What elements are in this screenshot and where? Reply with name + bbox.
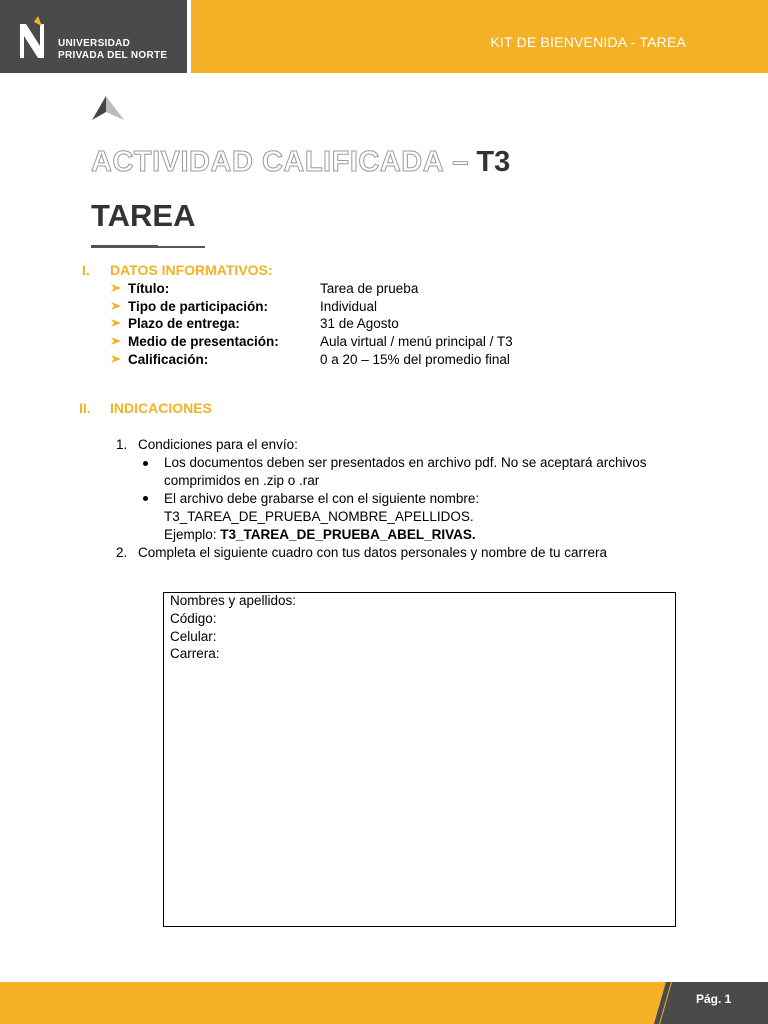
info-value: 31 de Agosto bbox=[320, 316, 399, 331]
personal-data-box bbox=[163, 592, 676, 927]
header-kit-title: KIT DE BIENVENIDA - TAREA bbox=[490, 34, 686, 50]
arrow-bullet-icon bbox=[110, 299, 122, 313]
section1-number: I. bbox=[82, 262, 90, 278]
logo-line-2: PRIVADA DEL NORTE bbox=[58, 50, 168, 61]
info-label: Título: bbox=[128, 281, 170, 296]
section2-number: II. bbox=[79, 400, 91, 416]
arrow-bullet-icon bbox=[110, 334, 122, 348]
subtitle-underline-thin bbox=[158, 246, 205, 248]
example-line bbox=[164, 527, 476, 542]
page-subtitle: TAREA bbox=[91, 198, 196, 233]
item2-text: Completa el siguiente cuadro con tus datos personales y nombre de tu carrera bbox=[138, 545, 608, 560]
item1-number: 1. bbox=[116, 437, 128, 452]
field-codigo: Código: bbox=[170, 611, 217, 626]
activity-title bbox=[91, 146, 510, 179]
info-label: Medio de presentación: bbox=[128, 334, 279, 349]
navigation-arrow-icon bbox=[90, 94, 126, 122]
example-label: Ejemplo: bbox=[164, 527, 217, 542]
activity-title-dash: – bbox=[452, 146, 469, 178]
logo-line-1: UNIVERSIDAD bbox=[58, 38, 131, 49]
info-label: Plazo de entrega: bbox=[128, 316, 240, 331]
arrow-bullet-icon bbox=[110, 352, 122, 366]
activity-code: T3 bbox=[476, 146, 511, 178]
bullet-dot-icon bbox=[143, 461, 148, 466]
info-label: Tipo de participación: bbox=[128, 299, 269, 314]
info-value: Tarea de prueba bbox=[320, 281, 419, 296]
bullet-dot-icon bbox=[143, 496, 148, 501]
section1-heading: DATOS INFORMATIVOS: bbox=[110, 262, 273, 278]
arrow-bullet-icon bbox=[110, 316, 122, 330]
item2-number: 2. bbox=[116, 545, 128, 560]
bullet1-line2: comprimidos en .zip o .rar bbox=[164, 473, 320, 488]
info-label: Calificación: bbox=[128, 352, 209, 367]
header-separator bbox=[187, 0, 191, 73]
field-celular: Celular: bbox=[170, 629, 217, 644]
bullet1-line1: Los documentos deben ser presentados en archivo pdf. No se aceptará archivos bbox=[164, 455, 647, 470]
bullet2-line2: T3_TAREA_DE_PRUEBA_NOMBRE_APELLIDOS. bbox=[164, 509, 474, 524]
section2-heading: INDICACIONES bbox=[110, 400, 212, 416]
page-number: Pág. 1 bbox=[696, 992, 732, 1006]
field-nombres: Nombres y apellidos: bbox=[170, 593, 297, 608]
activity-title-text: ACTIVIDAD CALIFICADA bbox=[91, 146, 445, 178]
arrow-bullet-icon bbox=[110, 281, 122, 295]
field-carrera: Carrera: bbox=[170, 646, 220, 661]
info-value: Aula virtual / menú principal / T3 bbox=[320, 334, 513, 349]
bullet2-line1: El archivo debe grabarse el con el siguiente nombre: bbox=[164, 491, 480, 506]
upn-logo-icon bbox=[16, 16, 52, 60]
subtitle-underline bbox=[91, 245, 158, 248]
info-value: Individual bbox=[320, 299, 378, 314]
info-value: 0 a 20 – 15% del promedio final bbox=[320, 352, 510, 367]
example-filename: T3_TAREA_DE_PRUEBA_ABEL_RIVAS. bbox=[220, 527, 476, 542]
item1-text: Condiciones para el envío: bbox=[138, 437, 298, 452]
logo-text bbox=[58, 38, 167, 62]
